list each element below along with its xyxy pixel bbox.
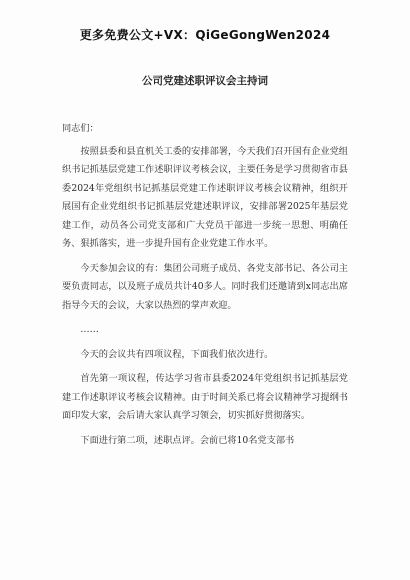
document-body — [62, 120, 348, 450]
ellipsis-paragraph: …… — [80, 324, 99, 335]
salutation: 同志们： — [62, 123, 99, 134]
paragraph: 按照县委和县直机关工委的安排部署，今天我们召开国有企业党组织书记抓基层党建工作述职评议考核会议，主要任务是学习贯彻省市县委2024年党组织书记抓基层党建工作述职评议考核会议精神，组织开展国有企业党组织书记抓基层党建述职评议，安排部署2025年基层党建工作，动员各公司党支部和广大党员干部进一步统一思想、明确任务、狠抓落实，进一步提升国有企业党建工作水平。 — [62, 145, 348, 249]
paragraph: 首先第一项议程，传达学习省市县委2024年党组织书记抓基层党建工作述职评议考核会议精神。由于时间关系已将会议精神学习提纲书面印发大家，会后请大家认真学习领会，切实抓好贯彻落实。 — [62, 373, 348, 421]
paragraph: 今天的会议共有四项议程，下面我们依次进行。 — [80, 348, 274, 360]
paragraph: 下面进行第二项，述职点评。会前已将10名党支部书 — [80, 434, 295, 446]
promo-header: 更多免费公文+VX：QiGeGongWen2024 — [79, 28, 331, 42]
document-title: 公司党建述职评议会主持词 — [142, 75, 268, 87]
paragraph: 今天参加会议的有：集团公司班子成员、各党支部书记、各公司主要负责同志，以及班子成员共计40多人。同时我们还邀请到x同志出席指导今天的会议，大家以热烈的掌声欢迎。 — [62, 262, 348, 311]
